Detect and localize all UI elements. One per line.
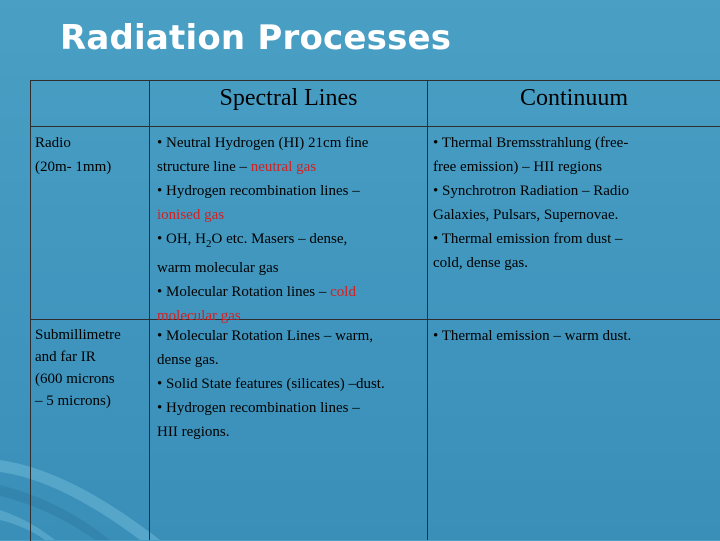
list-item: • Thermal emission – warm dust. (433, 328, 632, 344)
list-item: dense gas. (157, 352, 219, 368)
list-item: • Thermal Bremsstrahlung (free- (433, 135, 629, 151)
submm-continuum-cell (433, 324, 718, 348)
row-label-line: (20m- 1mm) (35, 159, 112, 175)
radio-spectral-lines-cell (157, 131, 425, 328)
header-continuum: Continuum (519, 85, 628, 111)
highlight-text: neutral gas (250, 159, 317, 175)
text: structure line – (157, 159, 251, 175)
row-label-radio (35, 131, 111, 179)
list-item: free emission) – HII regions (433, 159, 603, 175)
list-item: • Solid State features (silicates) –dust. (157, 376, 385, 392)
table-divider (427, 80, 428, 540)
row-label-line: and far IR (35, 349, 96, 365)
text: • OH, H (157, 231, 206, 247)
header-spectral-lines: Spectral Lines (219, 85, 358, 111)
text: O etc. Masers – dense, (211, 231, 348, 247)
row-label-line: – 5 microns) (35, 393, 111, 409)
radio-continuum-cell (433, 131, 718, 275)
row-label-line: Submillimetre (35, 327, 121, 343)
page-title: Radiation Processes (60, 18, 452, 58)
list-item (157, 203, 425, 227)
list-item: • Synchrotron Radiation – Radio (433, 183, 630, 199)
list-item: Galaxies, Pulsars, Supernovae. (433, 207, 619, 223)
list-item: • Hydrogen recombination lines – (157, 400, 360, 416)
list-item (157, 155, 425, 179)
highlight-text: cold (330, 284, 356, 300)
highlight-text: ionised gas (157, 207, 225, 223)
row-label-line: (600 microns (35, 371, 115, 387)
submm-spectral-lines-cell (157, 324, 427, 444)
row-label-line: Radio (35, 135, 71, 151)
text: warm molecular gas (157, 260, 279, 276)
text: • Hydrogen recombination lines – (157, 183, 360, 199)
list-item (157, 256, 425, 280)
list-item (157, 131, 425, 155)
row-label-submillimetre (35, 324, 121, 412)
list-item (157, 280, 425, 304)
list-item: cold, dense gas. (433, 255, 528, 271)
list-item: • Molecular Rotation Lines – warm, (157, 328, 374, 344)
text: • Molecular Rotation lines – (157, 284, 331, 300)
text: • Neutral Hydrogen (HI) 21cm fine (157, 135, 369, 151)
list-item (157, 227, 425, 256)
highlight-text: molecular gas (157, 308, 241, 324)
table-divider (30, 126, 720, 127)
table-divider (149, 80, 150, 540)
list-item (157, 179, 425, 203)
list-item: HII regions. (157, 424, 230, 440)
list-item: • Thermal emission from dust – (433, 231, 623, 247)
subscript: 2 (206, 238, 212, 250)
